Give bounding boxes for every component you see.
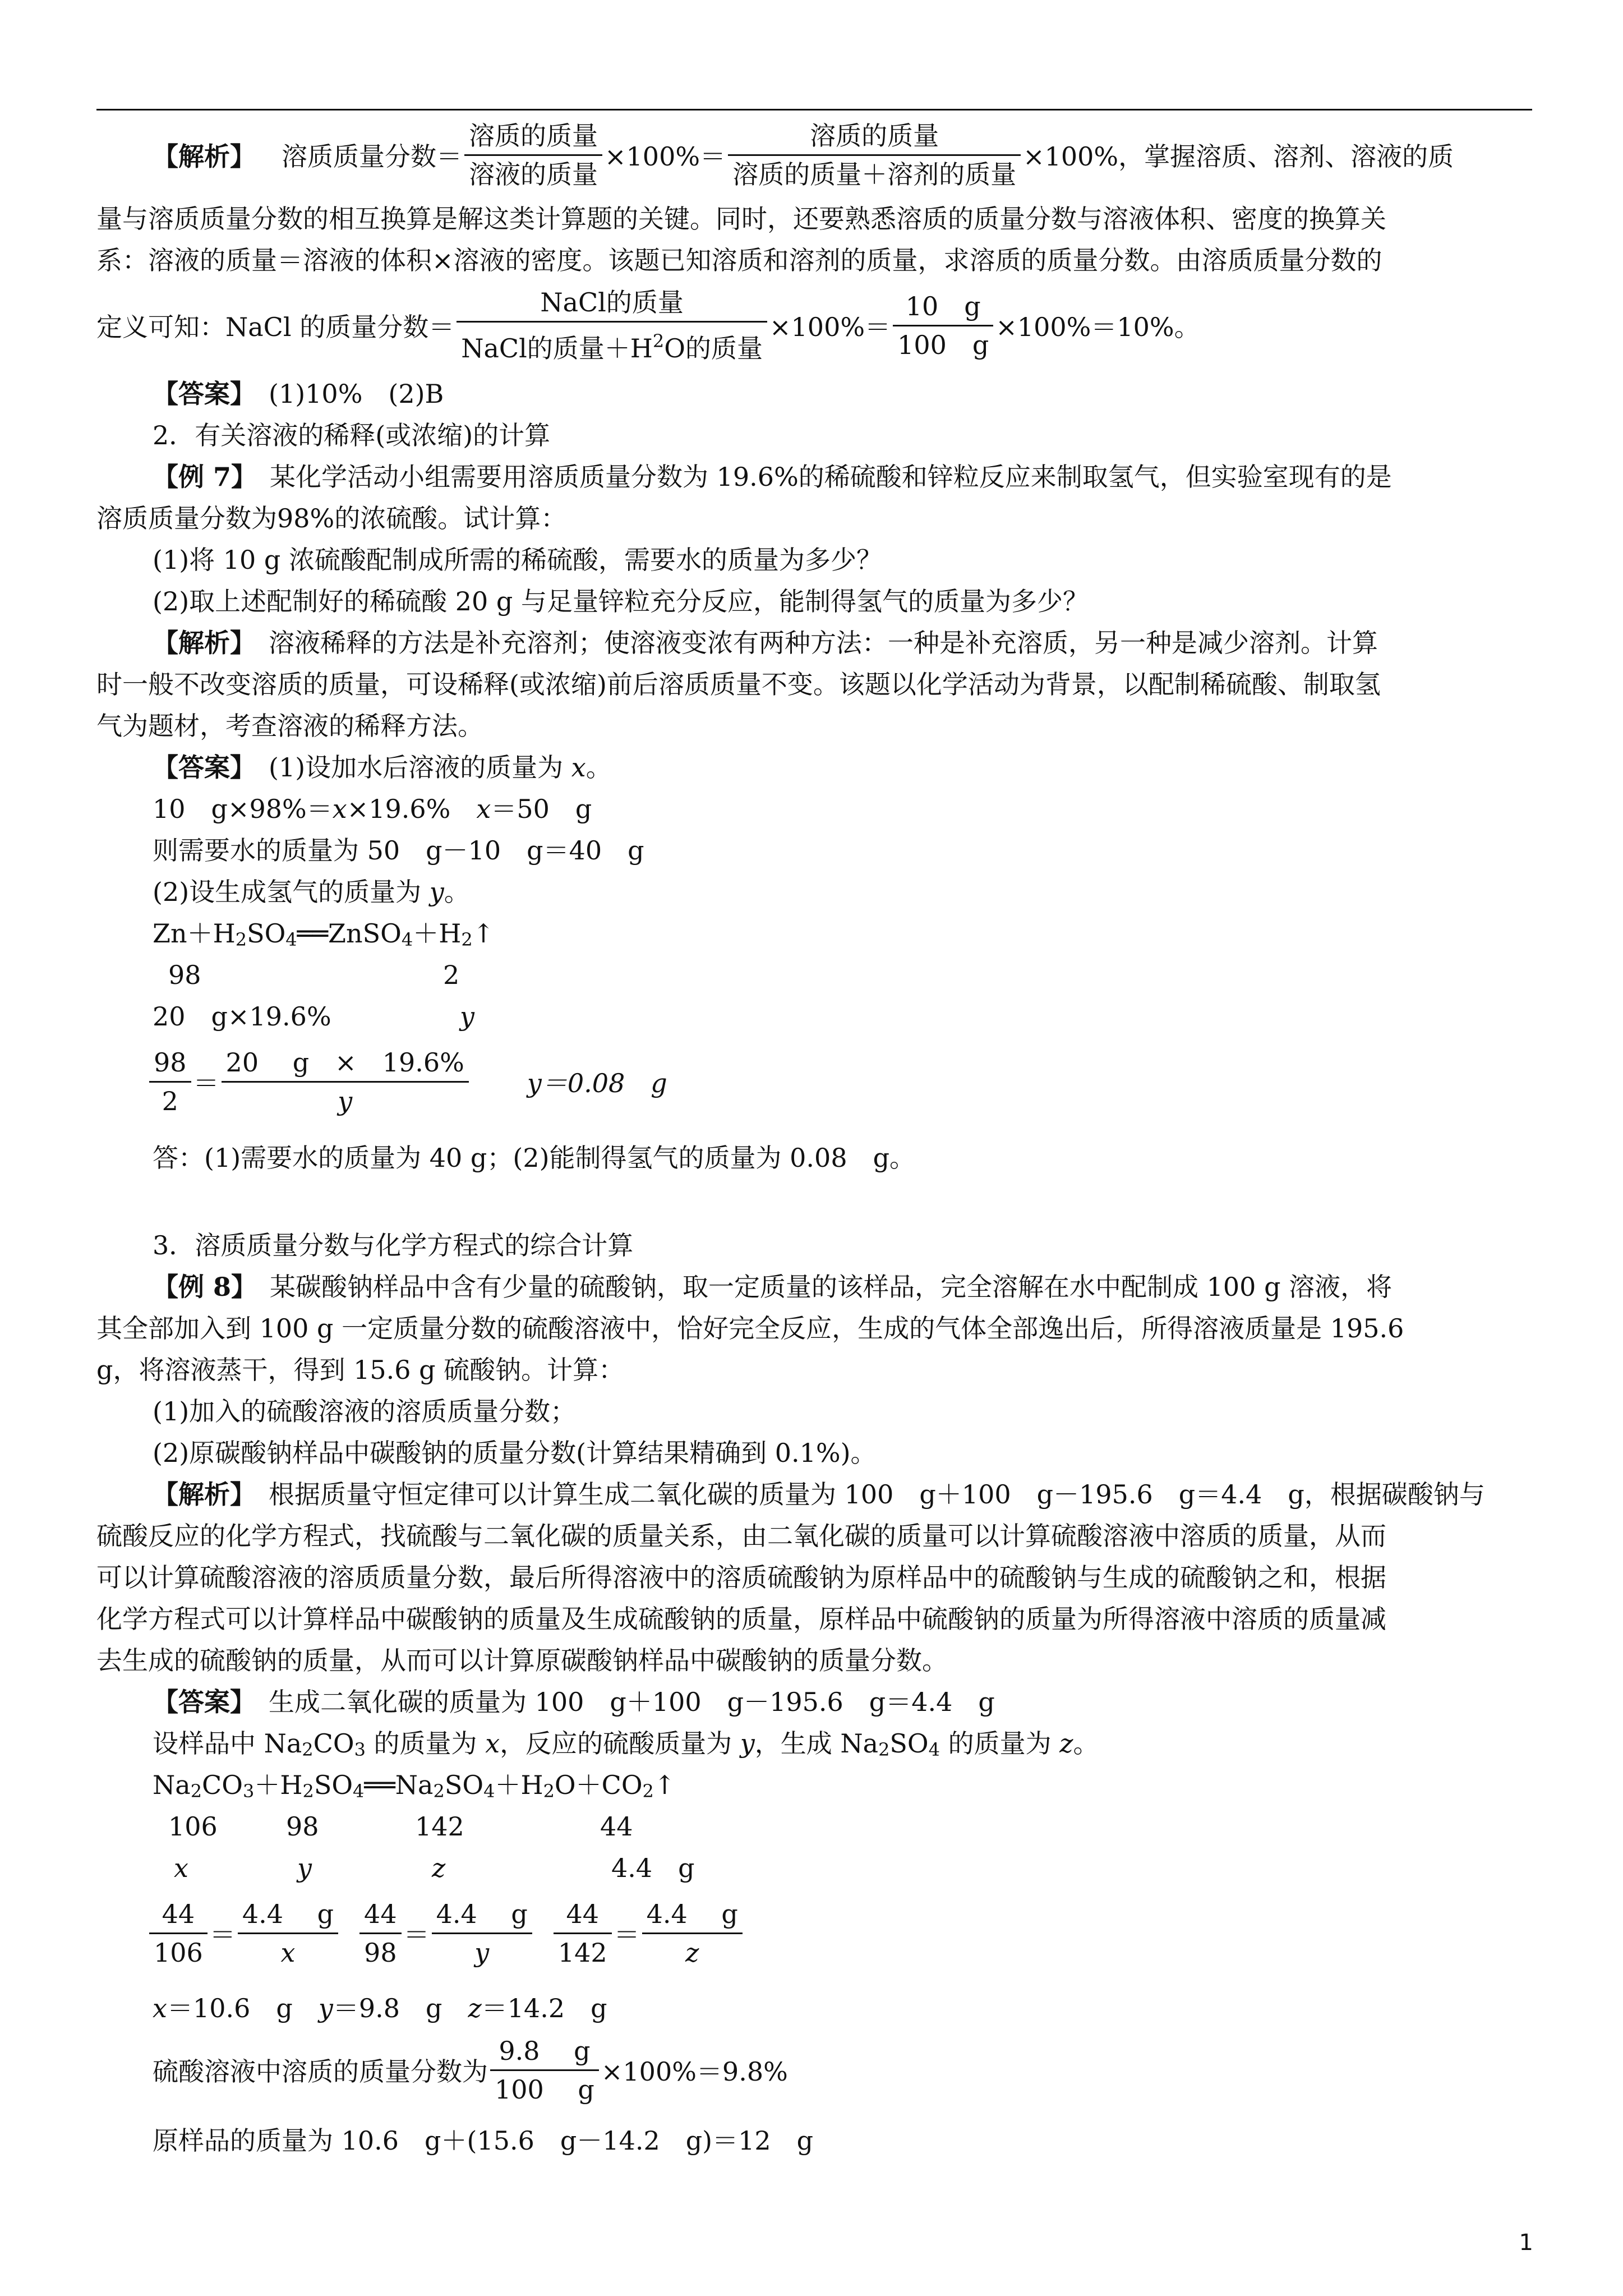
text: CO	[313, 1728, 354, 1759]
numerator: 44	[359, 1898, 402, 1934]
numerator: 98	[149, 1046, 191, 1083]
molar-mass: 98	[168, 960, 201, 990]
text: 设样品中 Na	[153, 1728, 302, 1759]
numerator: 溶质的质量	[464, 119, 602, 156]
variable: x	[174, 1853, 188, 1883]
analysis-tag: 【解析】	[153, 628, 243, 658]
text: SO	[313, 1770, 353, 1800]
molar-mass: 106	[168, 1811, 218, 1842]
answer-tag: 【答案】	[153, 1687, 243, 1717]
water-mass-line: 则需要水的质量为 50 g－10 g＝40 g	[153, 835, 644, 866]
denominator: 2	[162, 1085, 178, 1116]
numerator: 4.4 g	[642, 1898, 743, 1934]
variable: x	[476, 794, 491, 824]
example-8-analysis-5: 去生成的硫酸钠的质量，从而可以计算原碳酸钠样品中碳酸钠的质量分数。	[96, 1645, 948, 1676]
percentage-line	[153, 2031, 788, 2109]
example-8-question-2: (2)原碳酸钠样品中碳酸钠的质量分数(计算结果精确到 0.1%)。	[153, 1438, 877, 1468]
subscript: 2	[642, 1780, 654, 1802]
variable: y	[460, 1001, 474, 1032]
denominator: y	[338, 1085, 353, 1116]
text: (2)设生成氢气的质量为	[153, 877, 430, 907]
text: ×100%＝10%。	[995, 312, 1200, 342]
molar-mass: 44	[600, 1811, 633, 1842]
example-8-analysis-3: 可以计算硫酸溶液的溶质质量分数，最后所得溶液中的溶质硫酸钠为原样品中的硫酸钠与生成的硫酸钠之和，根据	[96, 1562, 1386, 1593]
example-7-analysis-3: 气为题材，考查溶液的稀释方法。	[96, 711, 483, 741]
molar-mass: 2	[443, 960, 460, 990]
text: Na	[153, 1770, 191, 1800]
text: 。	[1073, 1728, 1099, 1759]
example-7-question-1: (1)将 10 g 浓硫酸配制成所需的稀硫酸，需要水的质量为多少？	[153, 545, 883, 575]
text: ＝	[614, 1920, 640, 1950]
subscript: 4	[353, 1780, 365, 1802]
denominator: y	[474, 1937, 490, 1968]
example-8-analysis-4: 化学方程式可以计算样品中碳酸钠的质量及生成硫酸钠的质量，原样品中硫酸钠的质量为所得溶液中溶质的质量减	[96, 1604, 1386, 1634]
variable: x	[571, 752, 586, 783]
text: ×100%＝9.8%	[601, 2056, 788, 2087]
section-3-title: 3．溶质质量分数与化学方程式的综合计算	[153, 1230, 634, 1260]
text: O的质量	[664, 333, 763, 364]
text: Zn＋H	[153, 918, 236, 949]
subscript: 2	[461, 929, 473, 950]
text: 某碳酸钠样品中含有少量的硫酸钠，取一定质量的该样品，完全溶解在水中配制成 100 g 溶液，将	[244, 1272, 1393, 1302]
example-8-answer-1	[153, 1685, 995, 1719]
numerator: 44	[149, 1898, 208, 1934]
section-2-title: 2．有关溶液的稀释(或浓缩)的计算	[153, 420, 551, 450]
text: ＋H	[495, 1770, 543, 1800]
numerator: 10 g	[893, 290, 993, 326]
text: ＋H	[413, 918, 462, 949]
text: 硫酸溶液中溶质的质量分数为	[153, 2056, 488, 2087]
text: ＝	[209, 1920, 236, 1950]
variable: x	[332, 794, 347, 824]
text: 。	[444, 877, 470, 907]
text: ×100%＝	[769, 312, 891, 342]
text: 根据质量守恒定律可以计算生成二氧化碳的质量为 100 g＋100 g－195.6 g＝4.4 g，根据碳酸钠与	[243, 1479, 1485, 1510]
variable-setup	[153, 1727, 1099, 1766]
example-7-question-2: (2)取上述配制好的稀硫酸 20 g 与足量锌粒充分反应，能制得氢气的质量为多少？	[153, 586, 1089, 616]
denominator: 100 g	[495, 2074, 594, 2105]
subscript: 2	[190, 1780, 202, 1802]
example-tag: 【例 7】	[153, 462, 245, 492]
variable: y	[318, 1993, 333, 2023]
numerator: 44	[554, 1898, 612, 1934]
denominator: z	[685, 1937, 699, 1968]
results-line	[153, 1991, 607, 2025]
fraction	[728, 119, 1021, 191]
text: SO	[444, 1770, 484, 1800]
text: ×100%＝	[605, 141, 726, 172]
equation-line	[153, 792, 592, 826]
co2-mass: 4.4 g	[611, 1853, 695, 1883]
text: SO	[889, 1728, 929, 1759]
text: 。	[585, 752, 612, 783]
text: ＝9.8 g	[333, 1993, 468, 2023]
text: ＝	[193, 1068, 219, 1098]
numerator: 9.8 g	[490, 2035, 599, 2071]
text: ＝	[403, 1920, 430, 1950]
text: 溶液稀释的方法是补充溶剂；使溶液变浓有两种方法：一种是补充溶质，另一种是减少溶剂。计算	[243, 628, 1378, 658]
text: 10 g×98%＝	[153, 794, 333, 824]
subscript: 2	[543, 1780, 555, 1802]
numerator: 4.4 g	[238, 1898, 338, 1934]
fraction	[554, 1898, 612, 1969]
example-8-question-1: (1)加入的硫酸溶液的溶质质量分数；	[153, 1396, 577, 1427]
numerator: 溶质的质量	[728, 119, 1021, 156]
example-7-answer-2	[153, 875, 470, 909]
text: ══Na	[364, 1770, 434, 1800]
molar-mass: 142	[415, 1811, 464, 1842]
denominator: 106	[154, 1937, 203, 1968]
reaction-equation	[153, 917, 494, 956]
fraction	[642, 1898, 743, 1969]
numerator: 4.4 g	[432, 1898, 532, 1934]
text: 某化学活动小组需要用溶质质量分数为 19.6%的稀硫酸和锌粒反应来制取氢气，但实验室现有的是	[244, 462, 1392, 492]
text: ＋H	[254, 1770, 303, 1800]
subscript: 2	[302, 1739, 313, 1760]
page-number: 1	[1519, 2230, 1533, 2256]
text: ，生成 Na	[754, 1728, 879, 1759]
numerator: 20 g × 19.6%	[222, 1046, 469, 1083]
fraction	[893, 290, 993, 361]
text: O＋CO	[554, 1770, 643, 1800]
denominator: 98	[364, 1937, 397, 1968]
fraction	[149, 1046, 191, 1117]
reaction-equation	[153, 1768, 675, 1808]
subscript: 3	[242, 1780, 255, 1802]
fraction	[432, 1898, 532, 1969]
text: SO	[247, 918, 286, 949]
text: ↑	[653, 1770, 676, 1800]
text: CO	[202, 1770, 243, 1800]
variable: x	[153, 1993, 167, 2023]
example-8-line-2: 其全部加入到 100 g 一定质量分数的硫酸溶液中，恰好完全反应，生成的气体全部逸出后，所得溶液质量是 195.6	[96, 1313, 1404, 1343]
fraction	[222, 1046, 469, 1117]
denominator: 溶质的质量＋溶剂的质量	[732, 159, 1017, 190]
text: ＝14.2 g	[481, 1993, 607, 2023]
variable: z	[468, 1993, 482, 2023]
result: y＝0.08 g	[527, 1068, 667, 1098]
answer-tag: 【答案】	[153, 379, 243, 409]
fraction	[464, 119, 602, 191]
analysis-line-4	[96, 286, 1200, 365]
example-7-line-2: 溶质质量分数为98%的浓硫酸。试计算：	[96, 503, 567, 533]
analysis-tag: 【解析】	[153, 141, 256, 172]
variable: z	[1059, 1728, 1073, 1759]
fraction	[490, 2035, 599, 2106]
subscript: 4	[285, 929, 297, 950]
text: 溶质质量分数＝	[256, 141, 462, 172]
denominator	[457, 323, 767, 365]
analysis-line-3: 系：溶液的质量＝溶液的体积×溶液的密度。该题已知溶质和溶剂的质量，求溶质的质量分数。由溶质质量分数的	[96, 245, 1382, 275]
denominator: 142	[557, 1937, 607, 1968]
text: ，反应的硫酸质量为	[500, 1728, 740, 1759]
subscript: 2	[302, 1780, 314, 1802]
subscript: 2	[878, 1739, 890, 1760]
proportion-line	[147, 1894, 745, 1972]
variable: y	[429, 877, 444, 907]
variable: x	[485, 1728, 500, 1759]
superscript: 2	[652, 330, 665, 352]
subscript: 4	[401, 929, 413, 950]
text: ＝50 g	[491, 794, 592, 824]
text: ＝10.6 g	[167, 1993, 319, 2023]
fraction	[149, 1898, 208, 1969]
example-7-conclusion: 答：(1)需要水的质量为 40 g；(2)能制得氢气的质量为 0.08 g。	[153, 1143, 916, 1173]
example-8-line-1	[153, 1270, 1392, 1304]
subscript: 4	[483, 1780, 495, 1802]
denominator: 溶液的质量	[469, 159, 598, 190]
text: (1)10% (2)B	[243, 379, 444, 409]
example-7-answer-1	[153, 751, 612, 784]
analysis-line-2: 量与溶质质量分数的相互换算是解这类计算题的关键。同时，还要熟悉溶质的质量分数与溶液体积、密度的换算关	[96, 204, 1386, 234]
subscript: 2	[235, 929, 247, 950]
variable: z	[432, 1853, 446, 1883]
answer-tag: 【答案】	[153, 752, 243, 783]
example-8-analysis-1	[153, 1478, 1485, 1511]
variable: y	[740, 1728, 755, 1759]
variable: y	[297, 1853, 312, 1883]
text: ↑	[472, 918, 495, 949]
example-7-analysis-1	[153, 626, 1378, 660]
text: 生成二氧化碳的质量为 100 g＋100 g－195.6 g＝4.4 g	[243, 1687, 995, 1717]
fraction	[238, 1898, 338, 1969]
analysis-line-1	[153, 116, 1454, 194]
subscript: 2	[433, 1780, 445, 1802]
header-rule	[96, 109, 1532, 111]
text: (1)设加水后溶液的质量为	[243, 752, 571, 783]
given-mass: 20 g×19.6%	[153, 1001, 331, 1032]
example-7-analysis-2: 时一般不改变溶质的质量，可设稀释(或浓缩)前后溶质质量不变。该题以化学活动为背景，以配制稀硫酸、制取氢	[96, 669, 1381, 700]
fraction	[359, 1898, 402, 1969]
text: ══ZnSO	[297, 918, 402, 949]
text: ×100%，掌握溶质、溶剂、溶液的质	[1023, 141, 1454, 172]
denominator: x	[280, 1937, 296, 1968]
subscript: 3	[354, 1739, 366, 1760]
original-sample-mass: 原样品的质量为 10.6 g＋(15.6 g－14.2 g)＝12 g	[153, 2125, 814, 2156]
example-8-analysis-2: 硫酸反应的化学方程式，找硫酸与二氧化碳的质量关系，由二氧化碳的质量可以计算硫酸溶液中溶质的质量，从而	[96, 1521, 1386, 1551]
subscript: 4	[928, 1739, 940, 1760]
text: ×19.6%	[347, 794, 477, 824]
denominator: 100 g	[897, 329, 989, 360]
example-7-line-1	[153, 460, 1392, 494]
molar-mass: 98	[286, 1811, 319, 1842]
text: NaCl的质量＋H	[461, 333, 653, 364]
example-8-line-3: g，将溶液蒸干，得到 15.6 g 硫酸钠。计算：	[96, 1355, 625, 1385]
fraction	[457, 286, 767, 365]
numerator: NaCl的质量	[457, 286, 767, 323]
text: 的质量为	[365, 1728, 486, 1759]
example-tag: 【例 8】	[153, 1272, 245, 1302]
proportion-line	[147, 1042, 667, 1121]
analysis-tag: 【解析】	[153, 1479, 243, 1510]
text: 定义可知：NaCl 的质量分数＝	[96, 312, 455, 342]
answer-1	[153, 377, 444, 411]
text: 的质量为	[940, 1728, 1060, 1759]
